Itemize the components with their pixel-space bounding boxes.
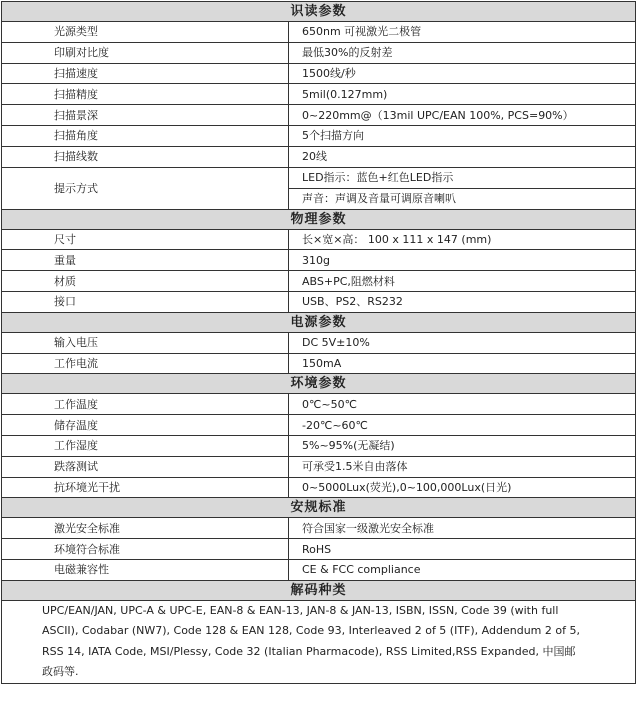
spec-label: 光源类型	[2, 22, 289, 43]
table-row	[2, 125, 636, 146]
spec-label: 提示方式	[2, 167, 289, 209]
spec-value: USB、PS2、RS232	[289, 291, 636, 312]
decode-line: 政码等.	[42, 665, 79, 679]
spec-value: 310g	[289, 250, 636, 271]
decode-types-text	[2, 600, 636, 683]
spec-value-group	[289, 167, 636, 209]
table-row	[2, 84, 636, 105]
spec-value: 5mil(0.127mm)	[289, 84, 636, 105]
table-row	[2, 456, 636, 477]
spec-label: 工作温度	[2, 394, 289, 415]
decode-types-row	[2, 600, 636, 683]
table-row	[2, 394, 636, 415]
spec-value: 长×宽×高： 100 x 111 x 147 (mm)	[289, 229, 636, 250]
spec-label: 输入电压	[2, 332, 289, 353]
decode-line: UPC/EAN/JAN, UPC-A & UPC-E, EAN-8 & EAN-13, JAN-8 & JAN-13, ISBN, ISSN, Code 39 (with full	[42, 603, 559, 617]
section-title: 物理参数	[2, 209, 636, 229]
section-title: 解码种类	[2, 580, 636, 600]
spec-value: 最低30%的反射差	[289, 42, 636, 63]
spec-table	[1, 1, 636, 684]
table-row	[2, 477, 636, 498]
section-title: 电源参数	[2, 312, 636, 332]
decode-line: RSS 14, IATA Code, MSI/Plessy, Code 32 (Italian Pharmacode), RSS Limited,RSS Expanded, 中国邮	[42, 644, 576, 658]
section-header-safety	[2, 498, 636, 518]
table-row	[2, 415, 636, 436]
table-row	[2, 42, 636, 63]
spec-value: 5%~95%(无凝结)	[289, 435, 636, 456]
spec-value: 150mA	[289, 353, 636, 374]
table-row	[2, 167, 636, 209]
spec-value: -20℃~60℃	[289, 415, 636, 436]
spec-value: 0℃~50℃	[289, 394, 636, 415]
section-header-reading	[2, 2, 636, 22]
section-header-environment	[2, 374, 636, 394]
table-row	[2, 353, 636, 374]
spec-value: LED指示：蓝色+红色LED指示	[302, 170, 454, 184]
table-row	[2, 559, 636, 580]
spec-label: 印刷对比度	[2, 42, 289, 63]
spec-value: 650nm 可视激光二极管	[289, 22, 636, 43]
table-row	[2, 63, 636, 84]
section-header-decode	[2, 580, 636, 600]
spec-label: 扫描景深	[2, 105, 289, 126]
table-row	[2, 435, 636, 456]
spec-label: 接口	[2, 291, 289, 312]
spec-label: 工作电流	[2, 353, 289, 374]
table-row	[2, 518, 636, 539]
table-row	[2, 539, 636, 560]
decode-line: ASCII), Codabar (NW7), Code 128 & EAN 128, Code 93, Interleaved 2 of 5 (ITF), Addendum 2 of 5,	[42, 624, 580, 638]
section-header-power	[2, 312, 636, 332]
spec-label: 电磁兼容性	[2, 559, 289, 580]
table-row	[2, 22, 636, 43]
table-row	[2, 229, 636, 250]
spec-value: 符合国家一级激光安全标准	[289, 518, 636, 539]
table-row	[2, 271, 636, 292]
table-row	[2, 146, 636, 167]
spec-label: 环境符合标准	[2, 539, 289, 560]
spec-label: 储存温度	[2, 415, 289, 436]
spec-value: 1500线/秒	[289, 63, 636, 84]
spec-value: 0~220mm@（13mil UPC/EAN 100%, PCS=90%）	[289, 105, 636, 126]
spec-label: 材质	[2, 271, 289, 292]
spec-label: 重量	[2, 250, 289, 271]
table-row	[2, 250, 636, 271]
spec-label: 扫描角度	[2, 125, 289, 146]
spec-value: ABS+PC,阻燃材料	[289, 271, 636, 292]
spec-label: 抗环境光干扰	[2, 477, 289, 498]
spec-label: 尺寸	[2, 229, 289, 250]
spec-label: 扫描速度	[2, 63, 289, 84]
spec-label: 工作湿度	[2, 435, 289, 456]
section-title: 环境参数	[2, 374, 636, 394]
table-row	[2, 105, 636, 126]
spec-value: DC 5V±10%	[289, 332, 636, 353]
spec-label: 激光安全标准	[2, 518, 289, 539]
spec-value: RoHS	[289, 539, 636, 560]
section-title: 安规标准	[2, 498, 636, 518]
table-row	[2, 291, 636, 312]
spec-value: 5个扫描方向	[289, 125, 636, 146]
spec-value: 声音：声调及音量可调原音喇叭	[289, 188, 635, 209]
section-title: 识读参数	[2, 2, 636, 22]
section-header-physical	[2, 209, 636, 229]
table-row	[2, 332, 636, 353]
spec-value: 20线	[289, 146, 636, 167]
spec-value: 0~5000Lux(荧光),0~100,000Lux(日光)	[289, 477, 636, 498]
spec-label: 扫描精度	[2, 84, 289, 105]
spec-value: CE & FCC compliance	[289, 559, 636, 580]
spec-label: 扫描线数	[2, 146, 289, 167]
spec-label: 跌落测试	[2, 456, 289, 477]
spec-value: 可承受1.5米自由落体	[289, 456, 636, 477]
